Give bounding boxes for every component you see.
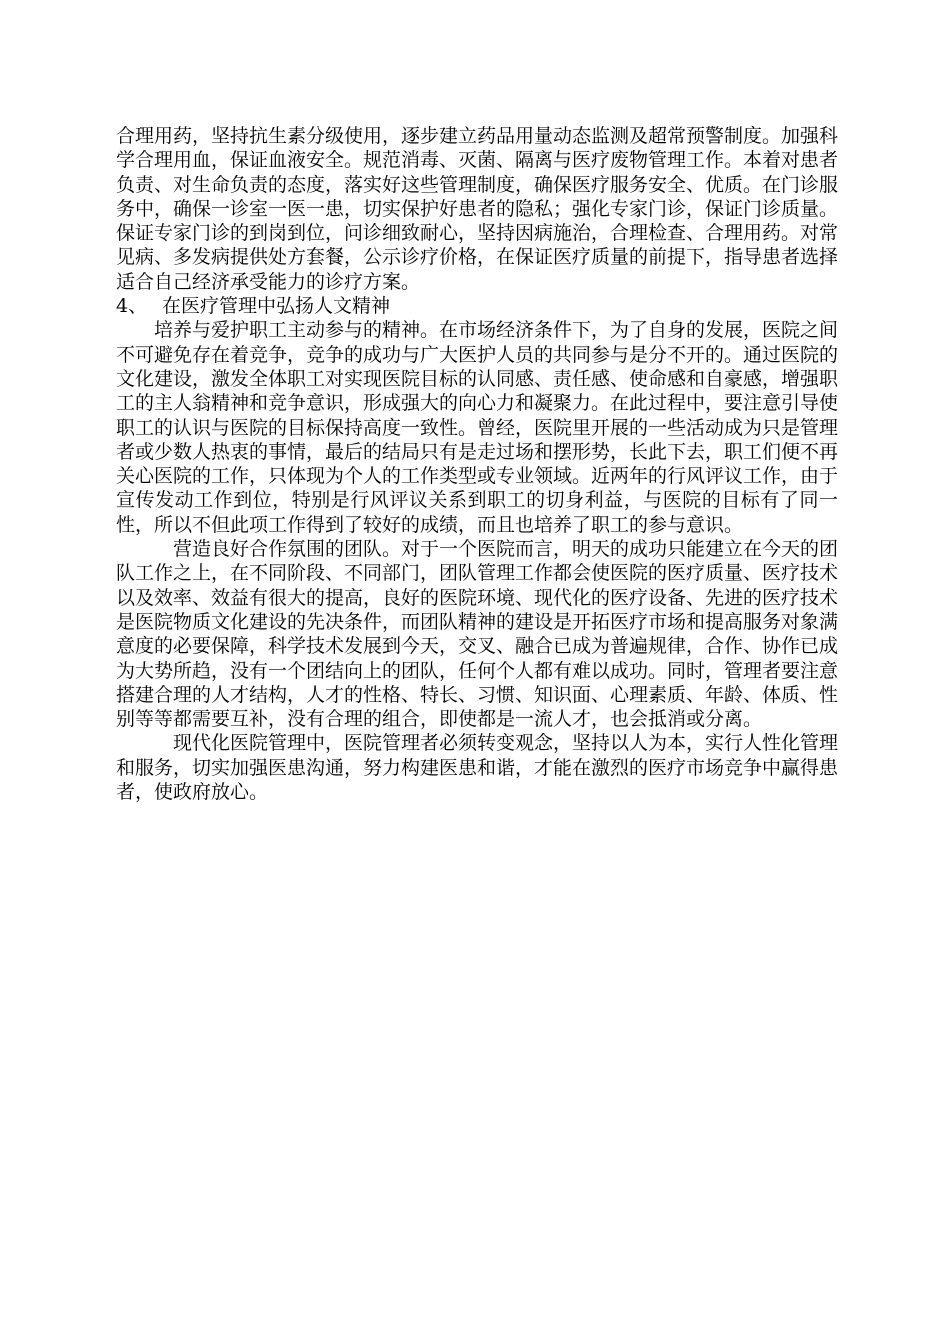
body-paragraph-1: 合理用药，坚持抗生素分级使用，逐步建立药品用量动态监测及超常预警制度。加强科学合理用血，保证血液安全。规范消毒、灭菌、隔离与医疗废物管理工作。本着对患者负责、对生命负责的态度，落实好这些管理制度，确保医疗服务安全、优质。在门诊服务中，确保一诊室一医一患，切实保护好患者的隐私；强化专家门诊，保证门诊质量。保证专家门诊的到岗到位，问诊细致耐心，坚持因病施治，合理检查、合理用药。对常见病、多发病提供处方套餐，公示诊疗价格，在保证医疗质量的前提下，指导患者选择适合自己经济承受能力的诊疗方案。: [116, 125, 839, 293]
body-paragraph-2: 培养与爱护职工主动参与的精神。在市场经济条件下，为了自身的发展，医院之间不可避免存在着竞争，竞争的成功与广大医护人员的共同参与是分不开的。通过医院的文化建设，激发全体职工对实现医院目标的认同感、责任感、使命感和自豪感，增强职工的主人翁精神和竞争意识，形成强大的向心力和凝聚力。在此过程中，要注意引导使职工的认识与医院的目标保持高度一致性。曾经，医院里开展的一些活动成为只是管理者或少数人热衷的事情，最后的结局只有是走过场和摆形势，长此下去，职工们便不再关心医院的工作，只体现为个人的工作类型或专业领域。近两年的行风评议工作，由于宣传发动工作到位，特别是行风评议关系到职工的切身利益，与医院的目标有了同一性，所以不但此项工作得到了较好的成绩，而且也培养了职工的参与意识。: [116, 319, 839, 536]
section-number: 4、: [116, 295, 148, 318]
section-heading-4: [116, 294, 838, 318]
body-paragraph-4: 现代化医院管理中，医院管理者必须转变观念，坚持以人为本，实行人性化管理和服务，切实加强医患沟通，努力构建医患和谐，才能在激烈的医疗市场竞争中赢得患者，使政府放心。: [116, 732, 839, 804]
body-paragraph-3: 营造良好合作氛围的团队。对于一个医院而言，明天的成功只能建立在今天的团队工作之上，在不同阶段、不同部门，团队管理工作都会使医院的医疗质量、医疗技术以及效率、效益有很大的提高，良好的医院环境、现代化的医疗设备、先进的医疗技术是医院物质文化建设的先决条件，而团队精神的建设是开拓医疗市场和提高服务对象满意度的必要保障，科学技术发展到今天，交叉、融合已成为普遍规律，合作、协作已成为大势所趋，没有一个团结向上的团队，任何个人都有难以成功。同时，管理者要注意搭建合理的人才结构，人才的性格、特长、习惯、知识面、心理素质、年龄、体质、性别等等都需要互补，没有合理的组合，即使都是一流人才，也会抵消或分离。: [116, 538, 839, 731]
document-page: [116, 124, 838, 804]
section-title: 在医疗管理中弘扬人文精神: [162, 295, 391, 318]
